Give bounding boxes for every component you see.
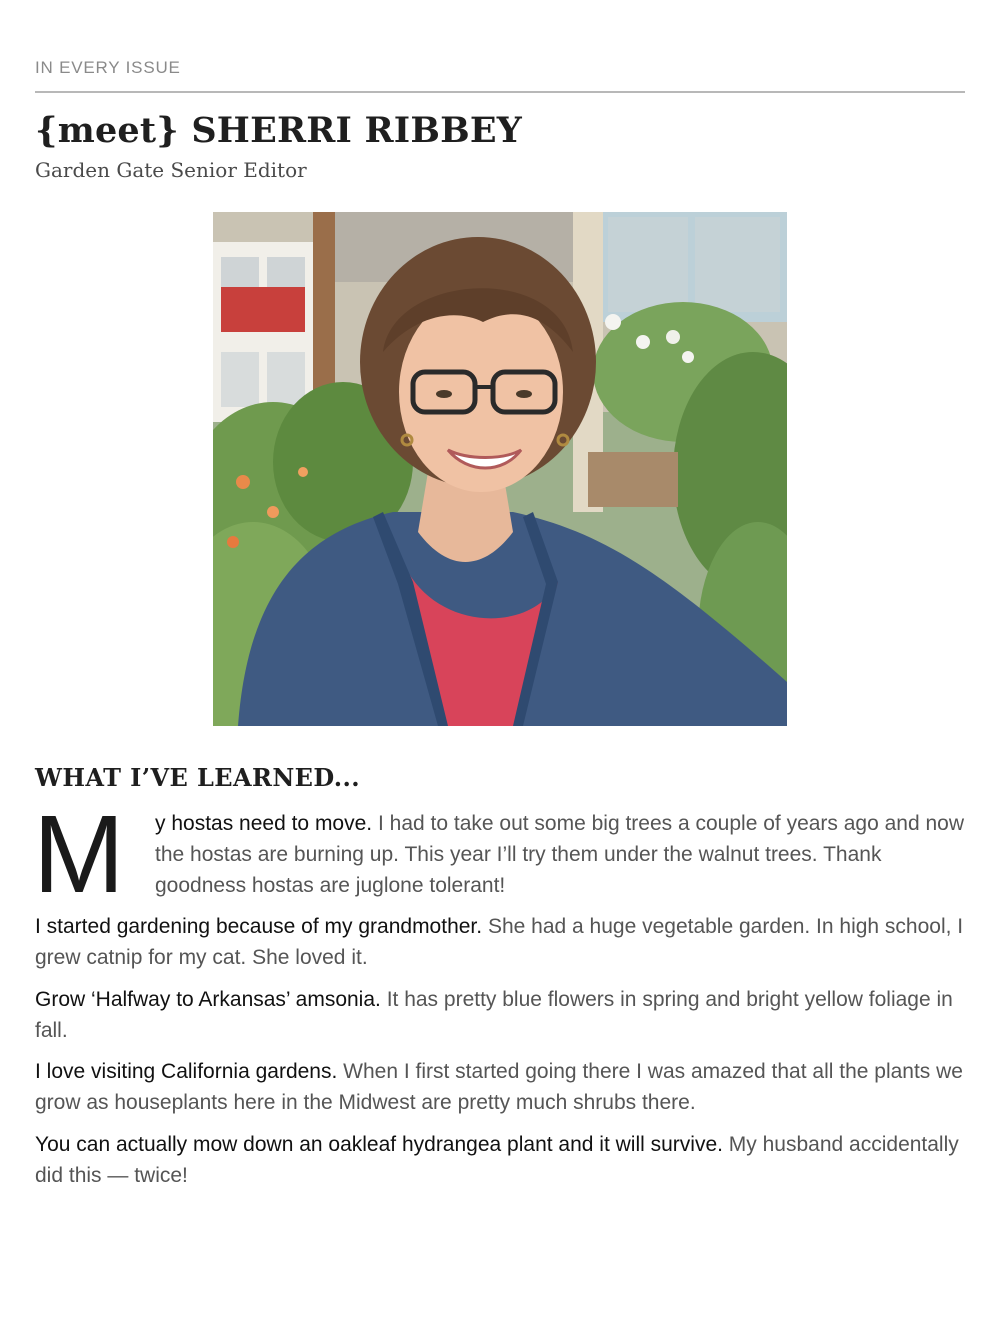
paragraph-lead: I love visiting California gardens.: [35, 1060, 338, 1083]
article-title: {meet} SHERRI RIBBEY: [35, 110, 522, 151]
paragraph-lead: Grow ‘Halfway to Arkansas’ amsonia.: [35, 988, 381, 1011]
header-divider: [35, 91, 965, 93]
drop-cap: M: [33, 793, 125, 916]
paragraph-lead: I started gardening because of my grandmother.: [35, 915, 483, 938]
section-heading: WHAT I’VE LEARNED...: [35, 763, 360, 792]
paragraph-5: [35, 1129, 965, 1191]
portrait-photo: [213, 212, 787, 726]
section-kicker: IN EVERY ISSUE: [35, 58, 181, 77]
paragraph-body: She had a huge vegetable garden. In high school, I grew catnip for my cat. She loved it.: [35, 915, 964, 969]
paragraph-4: [35, 1056, 965, 1118]
paragraph-body: My husband accidentally did this — twice!: [35, 1133, 959, 1187]
paragraph-2: [35, 911, 965, 973]
article-subtitle: Garden Gate Senior Editor: [35, 158, 307, 182]
paragraph-3: [35, 984, 965, 1046]
paragraph-1: [155, 808, 965, 901]
paragraph-body: When I first started going there I was amazed that all the plants we grow as houseplants here in the Midwest are pretty much shrubs there.: [35, 1060, 963, 1114]
paragraph-lead: y hostas need to move.: [155, 812, 373, 835]
paragraph-body: I had to take out some big trees a couple of years ago and now the hostas are burning up. This year I’ll try them under the walnut trees. Thank goodness hostas are juglone tolerant!: [155, 812, 965, 897]
paragraph-lead: You can actually mow down an oakleaf hydrangea plant and it will survive.: [35, 1133, 723, 1156]
paragraph-body: It has pretty blue flowers in spring and bright yellow foliage in fall.: [35, 988, 953, 1042]
